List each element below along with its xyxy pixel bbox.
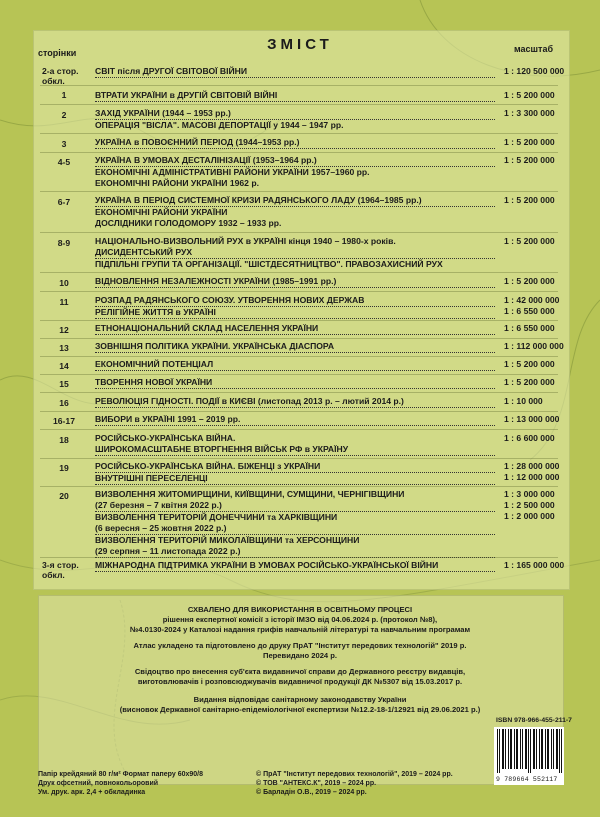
isbn: ISBN 978-966-455-211-7 (496, 717, 572, 724)
toc-scale: 1 : 42 000 000 (504, 295, 560, 305)
divider (40, 486, 558, 487)
print-info: Друк офсетний, повнокольоровий (38, 780, 159, 787)
toc-title: ЕКОНОМІЧНІ АДМІНІСТРАТИВНІ РАЙОНИ УКРАЇНИ 1957–1960 рр. (95, 167, 370, 177)
toc-scale: 1 : 120 500 000 (504, 66, 565, 76)
toc-page: 11 (59, 297, 69, 307)
toc-scale: 1 : 5 200 000 (504, 377, 555, 387)
toc-title: РОСІЙСЬКО-УКРАЇНСЬКА ВІЙНА. (95, 433, 236, 443)
divider (40, 411, 558, 412)
toc-title: РОЗПАД РАДЯНСЬКОГО СОЮЗУ. УТВОРЕННЯ НОВИХ ДЕРЖАВ (95, 295, 495, 307)
toc-title: (29 серпня – 11 листопада 2022 р.) (95, 546, 495, 558)
toc-page: 14 (59, 361, 69, 371)
barcode-bars (494, 727, 564, 775)
toc-title: РЕЛІГІЙНЕ ЖИТТЯ в УКРАЇНІ (95, 307, 495, 319)
toc-page: 2 (61, 110, 67, 120)
toc-title: ВИБОРИ в УКРАЇНІ 1991 – 2019 рр. (95, 414, 495, 426)
toc-title: ЕТНОНАЦІОНАЛЬНИЙ СКЛАД НАСЕЛЕННЯ УКРАЇНИ (95, 323, 495, 335)
toc-title: НАЦІОНАЛЬНО-ВИЗВОЛЬНИЙ РУХ в УКРАЇНІ кінця 1940 – 1980-х років. (95, 236, 396, 246)
toc-title: (27 березня – 7 квітня 2022 р.) (95, 500, 495, 512)
copyright-line: © ПрАТ "Інститут передових технологій", 2019 – 2024 рр. (256, 771, 453, 778)
toc-title: (6 вересня – 25 жовтня 2022 р.) (95, 523, 495, 535)
divider (40, 338, 558, 339)
toc-page: 16 (59, 398, 69, 408)
divider (40, 133, 558, 134)
toc-title: ЕКОНОМІЧНІ РАЙОНИ УКРАЇНИ (95, 207, 228, 217)
sheets-info: Ум. друк. арк. 2,4 + обкладинка (38, 789, 146, 796)
toc-scale: 1 : 3 300 000 (504, 108, 555, 118)
certificate-info: виготовлювачів і розповсюджувачів видавничої продукції ДК №5307 від 15.03.2017 р. (137, 677, 463, 686)
toc-title: УКРАЇНА в ПОВОЄННИЙ ПЕРІОД (1944–1953 рр.) (95, 137, 495, 149)
toc-title: ОПЕРАЦІЯ "ВІСЛА". МАСОВІ ДЕПОРТАЦІЇ у 1944 – 1947 рр. (95, 120, 344, 130)
toc-page: 15 (59, 379, 69, 389)
toc-scale: 1 : 6 550 000 (504, 306, 555, 316)
approval-title: СХВАЛЕНО ДЛЯ ВИКОРИСТАННЯ В ОСВІТНЬОМУ ПРОЦЕСІ (187, 605, 413, 614)
toc-page: 12 (59, 325, 69, 335)
toc-title: ВНУТРІШНІ ПЕРЕСЕЛЕНЦІ (95, 473, 495, 485)
toc-scale: 1 : 12 000 000 (504, 472, 560, 482)
toc-page: 3 (61, 139, 67, 149)
toc-page: 10 (59, 278, 69, 288)
divider (40, 557, 558, 558)
toc-title: ВІДНОВЛЕННЯ НЕЗАЛЕЖНОСТІ УКРАЇНИ (1985–1991 рр.) (95, 276, 495, 288)
toc-title: ЕКОНОМІЧНІ РАЙОНИ УКРАЇНИ 1962 р. (95, 178, 259, 188)
certificate-info: Свідоцтво про внесення суб'єкта видавничої справи до Державного реєстру видавців, (134, 667, 466, 676)
toc-title: ТВОРЕННЯ НОВОЇ УКРАЇНИ (95, 377, 495, 389)
toc-page: 20 (59, 491, 69, 501)
print-details (38, 770, 203, 797)
toc-title: ДОСЛІДНИКИ ГОЛОДОМОРУ 1932 – 1933 рр. (95, 218, 282, 228)
barcode-number: 9 789664 552117 (496, 776, 558, 783)
paper-info: Папір крейдяний 80 г/м² Формат паперу 60х90/8 (38, 771, 203, 778)
toc-title: МІЖНАРОДНА ПІДТРИМКА УКРАЇНИ В УМОВАХ РОСІЙСЬКО-УКРАЇНСЬКОЇ ВІЙНИ (95, 560, 495, 572)
sanitary-info: (висновок Державної санітарно-епідеміологічної експертизи №12.2-18-1/12921 від 29.06.2021 р.) (119, 705, 481, 714)
toc-title: ВИЗВОЛЕННЯ ТЕРИТОРІЙ МИКОЛАЇВЩИНИ та ХЕРСОНЩИНИ (95, 535, 360, 545)
atlas-info: Перевидано 2024 р. (262, 651, 337, 660)
toc-scale: 1 : 5 200 000 (504, 137, 555, 147)
divider (40, 392, 558, 393)
divider (40, 191, 558, 192)
divider (40, 85, 558, 86)
divider (40, 429, 558, 430)
divider (40, 374, 558, 375)
toc-page: 19 (59, 463, 69, 473)
pages-column-label: сторінки (38, 48, 77, 58)
toc-scale: 1 : 5 200 000 (504, 90, 555, 100)
toc-title: ВИЗВОЛЕННЯ ЖИТОМИРЩИНИ, КИЇВЩИНИ, СУМЩИНИ, ЧЕРНІГІВЩИНИ (95, 489, 405, 499)
toc-scale: 1 : 6 600 000 (504, 433, 555, 443)
toc-scale: 1 : 5 200 000 (504, 359, 555, 369)
toc-page: 4-5 (57, 157, 71, 167)
divider (40, 272, 558, 273)
toc-scale: 1 : 5 200 000 (504, 155, 555, 165)
toc-title: РЕВОЛЮЦІЯ ГІДНОСТІ. ПОДІЇ в КИЄВІ (листопад 2013 р. – лютий 2014 р.) (95, 396, 495, 408)
toc-scale: 1 : 5 200 000 (504, 276, 555, 286)
toc-scale: 1 : 5 200 000 (504, 236, 555, 246)
copyright-line: © ТОВ "АНТЕКС.К", 2019 – 2024 рр. (256, 780, 377, 787)
divider (40, 458, 558, 459)
toc-scale: 1 : 13 000 000 (504, 414, 560, 424)
copyright-line: © Барладін О.В., 2019 – 2024 рр. (256, 789, 367, 796)
toc-scale: 1 : 6 550 000 (504, 323, 555, 333)
toc-title: ДИСИДЕНТСЬКИЙ РУХ (95, 247, 495, 259)
toc-scale: 1 : 28 000 000 (504, 461, 560, 471)
toc-scale: 1 : 2 500 000 (504, 500, 555, 510)
toc-scale: 1 : 5 200 000 (504, 195, 555, 205)
divider (40, 320, 558, 321)
toc-page: 1 (61, 90, 67, 100)
toc-page: 16-17 (53, 416, 75, 426)
toc-page: 2-а стор. обкл. (42, 66, 79, 86)
approval-line: №4.0130-2024 у Каталозі надання грифів навчальній літературі та навчальним програмам (129, 625, 471, 634)
divider (40, 291, 558, 292)
sanitary-info: Видання відповідає санітарному законодавству України (193, 695, 407, 704)
scale-column-label: масштаб (514, 44, 554, 54)
toc-scale: 1 : 3 000 000 (504, 489, 555, 499)
toc-title: ПІДПІЛЬНІ ГРУПИ ТА ОРГАНІЗАЦІЇ. "ШІСТДЕСЯТНИЦТВО". ПРАВОЗАХИСНИЙ РУХ (95, 259, 443, 269)
divider (40, 104, 558, 105)
toc-title: РОСІЙСЬКО-УКРАЇНСЬКА ВІЙНА. БІЖЕНЦІ з УКРАЇНИ (95, 461, 495, 473)
toc-title: ВТРАТИ УКРАЇНИ в ДРУГІЙ СВІТОВІЙ ВІЙНІ (95, 90, 495, 102)
toc-scale: 1 : 10 000 (504, 396, 543, 406)
divider (40, 356, 558, 357)
toc-page: 8-9 (57, 238, 71, 248)
toc-title: УКРАЇНА В УМОВАХ ДЕСТАЛІНІЗАЦІЇ (1953–1964 рр.) (95, 155, 495, 167)
toc-page: 18 (59, 435, 69, 445)
toc-title: УКРАЇНА В ПЕРІОД СИСТЕМНОЇ КРИЗИ РАДЯНСЬКОГО ЛАДУ (1964–1985 рр.) (95, 195, 495, 207)
toc-page: 13 (59, 343, 69, 353)
atlas-info: Атлас укладено та підготовлено до друку ПрАТ "Інститут передових технологій" 2019 р. (133, 641, 467, 650)
toc-page: 6-7 (57, 197, 71, 207)
divider (40, 232, 558, 233)
toc-title: ВИЗВОЛЕННЯ ТЕРИТОРІЙ ДОНЕЧЧИНИ та ХАРКІВЩИНИ (95, 512, 338, 522)
copyright-block (256, 770, 453, 797)
toc-scale: 1 : 165 000 000 (504, 560, 565, 570)
toc-title: СВІТ після ДРУГОЇ СВІТОВОЇ ВІЙНИ (95, 66, 495, 78)
divider (40, 152, 558, 153)
toc-title: ЗАХІД УКРАЇНИ (1944 – 1953 рр.) (95, 108, 495, 120)
approval-line: рішення експертної комісії з історії ІМЗО від 04.06.2024 р. (протокол №8), (162, 615, 438, 624)
toc-scale: 1 : 112 000 000 (504, 341, 564, 351)
page-title: ЗМІСТ (267, 36, 333, 53)
toc-title: ШИРОКОМАСШТАБНЕ ВТОРГНЕННЯ ВІЙСЬК РФ в УКРАЇНУ (95, 444, 495, 456)
toc-page: 3-я стор. обкл. (42, 560, 79, 580)
toc-title: ЗОВНІШНЯ ПОЛІТИКА УКРАЇНИ. УКРАЇНСЬКА ДІАСПОРА (95, 341, 495, 353)
toc-title: ЕКОНОМІЧНИЙ ПОТЕНЦІАЛ (95, 359, 495, 371)
toc-scale: 1 : 2 000 000 (504, 511, 555, 521)
